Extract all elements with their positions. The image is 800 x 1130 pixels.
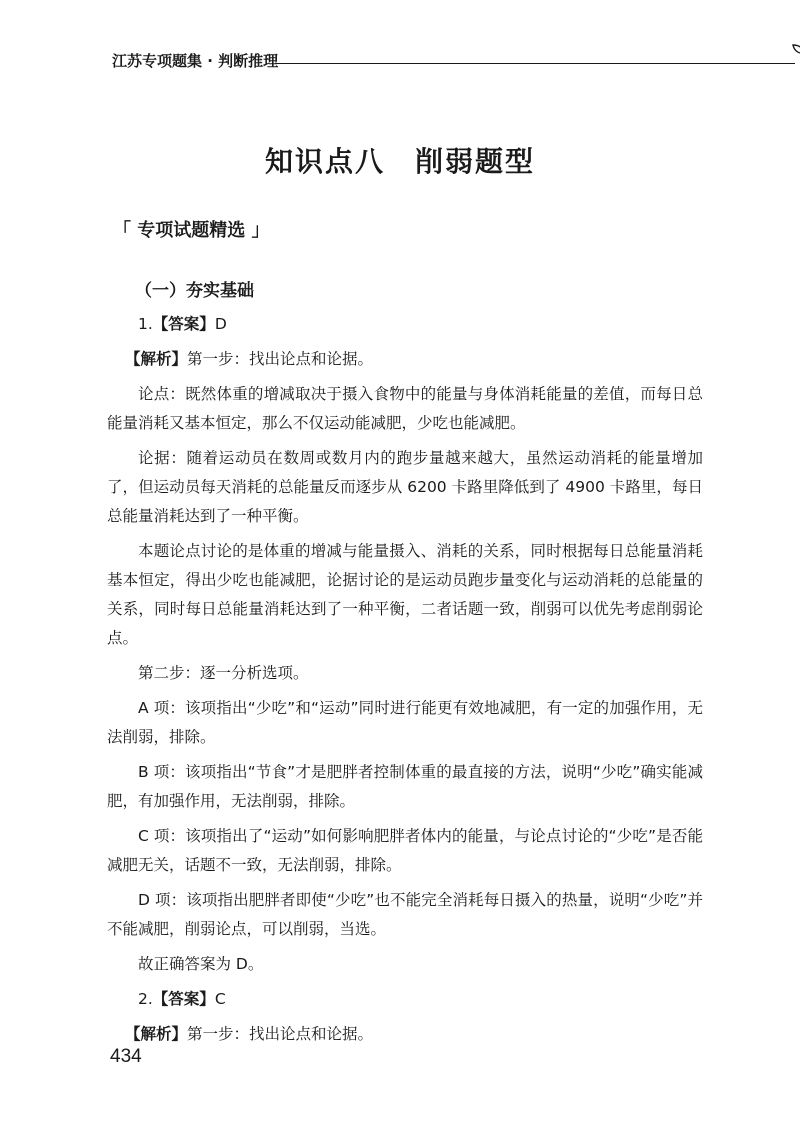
- q1-answer-tag: 【答案】: [152, 315, 215, 333]
- sprout-icon: [790, 42, 800, 70]
- q1-answer: D: [214, 315, 227, 333]
- q2-number: 2.: [138, 990, 153, 1008]
- q1-conclusion: 故正确答案为 D。: [138, 955, 264, 973]
- q2-analysis-tag: 【解析】: [125, 1025, 188, 1043]
- answer-body: [107, 310, 703, 1055]
- q2-analysis-step1: 第一步：找出论点和论据。: [187, 1025, 374, 1043]
- page-number: 434: [110, 1046, 142, 1067]
- q1-option-d: D 项：该项指出肥胖者即使“少吃”也不能完全消耗每日摄入的热量，说明“少吃”并不能减肥，削弱论点，可以削弱，当选。: [107, 891, 703, 938]
- header-title: 江苏专项题集 · 判断推理: [112, 52, 279, 70]
- q1-discussion: 本题论点讨论的是体重的增减与能量摄入、消耗的关系，同时根据每日总能量消耗基本恒定，得出少吃也能减肥，论据讨论的是运动员跑步量变化与运动消耗的总能量的关系，同时每日总能量消耗达到了一种平衡，二者话题一致，削弱可以优先考虑削弱论点。: [107, 542, 703, 647]
- q1-option-a: A 项：该项指出“少吃”和“运动”同时进行能更有效地减肥，有一定的加强作用，无法削弱，排除。: [107, 699, 703, 746]
- q1-answer-line: [107, 310, 703, 339]
- running-header: [112, 44, 712, 72]
- q2-answer: C: [214, 990, 226, 1008]
- q1-option-c: C 项：该项指出了“运动”如何影响肥胖者体内的能量，与论点讨论的“少吃”是否能减肥无关，话题不一致，无法削弱，排除。: [107, 827, 703, 874]
- q1-option-b: B 项：该项指出“节食”才是肥胖者控制体重的最直接的方法，说明“少吃”确实能减肥，有加强作用，无法削弱，排除。: [107, 763, 703, 810]
- q2-analysis-line: [107, 1020, 703, 1049]
- q1-number: 1.: [138, 315, 153, 333]
- q1-argument: 论点：既然体重的增减取决于摄入食物中的能量与身体消耗能量的差值，而每日总能量消耗又基本恒定，那么不仅运动能减肥，少吃也能减肥。: [107, 385, 703, 432]
- q2-answer-tag: 【答案】: [152, 990, 215, 1008]
- q1-analysis-line: [107, 345, 703, 374]
- q2-answer-line: [107, 985, 703, 1014]
- header-rule: [275, 63, 795, 64]
- q1-step2: 第二步：逐一分析选项。: [138, 664, 309, 682]
- q1-analysis-tag: 【解析】: [125, 350, 188, 368]
- subsection-heading: （一）夯实基础: [135, 281, 254, 301]
- section-heading: 「 专项试题精选 」: [113, 220, 270, 241]
- q1-evidence: 论据：随着运动员在数周或数月内的跑步量越来越大，虽然运动消耗的能量增加了，但运动员每天消耗的总能量反而逐步从 6200 卡路里降低到了 4900 卡路里，每日总能量消耗达到了一种平衡。: [107, 449, 703, 525]
- chapter-title: 知识点八 削弱题型: [264, 145, 535, 178]
- q1-analysis-step1: 第一步：找出论点和论据。: [187, 350, 374, 368]
